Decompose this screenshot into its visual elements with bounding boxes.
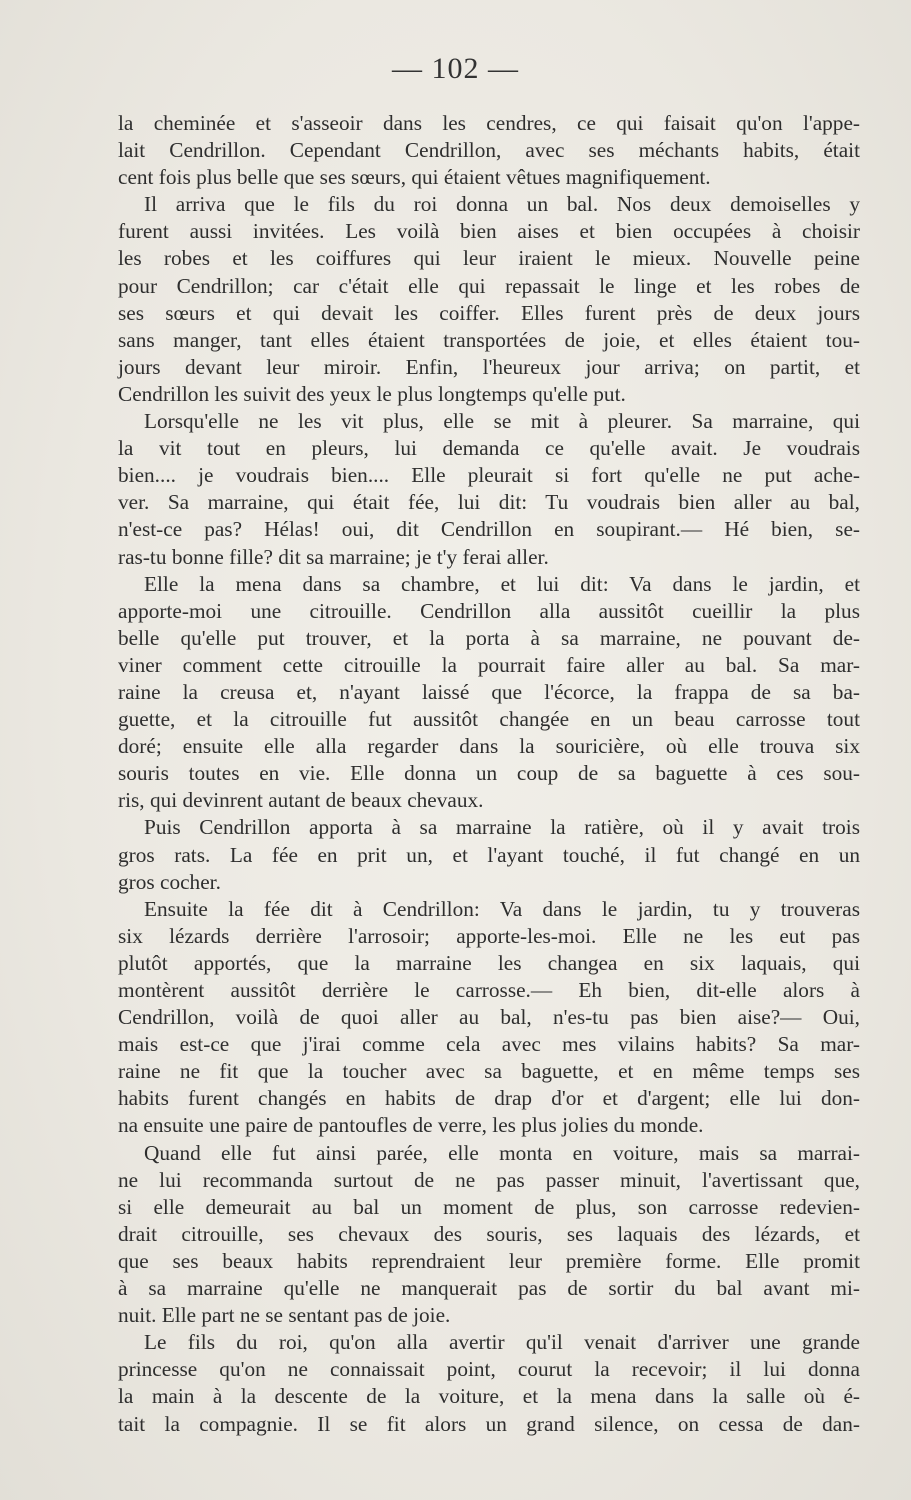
text-line: bien.... je voudrais bien.... Elle pleurait si fort qu'elle ne put ache- <box>118 463 860 488</box>
text-line: à sa marraine qu'elle ne manquerait pas de sortir du bal avant mi- <box>118 1276 860 1301</box>
text-line: raine la creusa et, n'ayant laissé que l'écorce, la frappa de sa ba- <box>118 679 860 704</box>
text-line: Le fils du roi, qu'on alla avertir qu'il venait d'arriver une grande <box>144 1330 860 1355</box>
text-line: raine ne fit que la toucher avec sa baguette, et en même temps ses <box>118 1059 860 1084</box>
text-line: habits furent changés en habits de drap d'or et d'argent; elle lui don- <box>118 1086 860 1111</box>
text-line: montèrent aussitôt derrière le carrosse.— Eh bien, dit-elle alors à <box>118 978 860 1002</box>
text-line: furent aussi invitées. Les voilà bien aises et bien occupées à choisir <box>118 219 860 244</box>
text-line: princesse qu'on ne connaissait point, courut la recevoir; il lui donna <box>118 1357 860 1382</box>
text-line: n'est-ce pas? Hélas! oui, dit Cendrillon en soupirant.— Hé bien, se- <box>118 517 860 542</box>
text-line: apporte-moi une citrouille. Cendrillon alla aussitôt cueillir la plus <box>118 598 860 623</box>
text-line: drait citrouille, ses chevaux des souris, ses laquais des lézards, et <box>118 1221 860 1246</box>
text-line: Elle la mena dans sa chambre, et lui dit: Va dans le jardin, et <box>144 571 860 596</box>
text-line: gros cocher. <box>118 869 221 894</box>
text-line: la vit tout en pleurs, lui demanda ce qu'elle avait. Je voudrais <box>118 436 860 461</box>
text-line: ne lui recommanda surtout de ne pas passer minuit, l'avertissant que, <box>118 1167 860 1192</box>
text-line: plutôt apportés, que la marraine les changea en six laquais, qui <box>118 950 860 975</box>
page-number: — 102 — <box>392 52 519 85</box>
text-line: mais est-ce que j'irai comme cela avec mes vilains habits? Sa mar- <box>118 1032 860 1057</box>
text-line: jours devant leur miroir. Enfin, l'heureux jour arriva; on partit, et <box>118 354 860 379</box>
text-line: viner comment cette citrouille la pourrait faire aller au bal. Sa mar- <box>118 652 860 677</box>
text-line: ras-tu bonne fille? dit sa marraine; je t'y ferai aller. <box>118 544 549 569</box>
text-line: Quand elle fut ainsi parée, elle monta en voiture, mais sa marrai- <box>144 1140 860 1165</box>
text-line: Ensuite la fée dit à Cendrillon: Va dans le jardin, tu y trouveras <box>144 896 860 921</box>
text-line: lait Cendrillon. Cependant Cendrillon, avec ses méchants habits, était <box>118 138 860 163</box>
text-line: la main à la descente de la voiture, et la mena dans la salle où é- <box>118 1384 860 1409</box>
text-line: ris, qui devinrent autant de beaux chevaux. <box>118 788 484 813</box>
text-line: doré; ensuite elle alla regarder dans la souricière, où elle trouva six <box>118 734 860 759</box>
text-line: Il arriva que le fils du roi donna un bal. Nos deux demoiselles y <box>144 192 860 217</box>
text-line: les robes et les coiffures qui leur iraient le mieux. Nouvelle peine <box>118 246 860 271</box>
text-line: tait la compagnie. Il se fit alors un grand silence, on cessa de dan- <box>118 1411 860 1436</box>
text-line: souris toutes en vie. Elle donna un coup de sa baguette à ces sou- <box>118 761 860 786</box>
text-line: Cendrillon, voilà de quoi aller au bal, n'es-tu pas bien aise?— Oui, <box>118 1005 860 1030</box>
text-line: Lorsqu'elle ne les vit plus, elle se mit à pleurer. Sa marraine, qui <box>144 409 860 434</box>
text-line: Cendrillon les suivit des yeux le plus longtemps qu'elle put. <box>118 381 626 406</box>
text-line: ver. Sa marraine, qui était fée, lui dit: Tu voudrais bien aller au bal, <box>118 490 860 515</box>
text-line: six lézards derrière l'arrosoir; apporte-les-moi. Elle ne les eut pas <box>118 923 860 948</box>
text-line: guette, et la citrouille fut aussitôt changée en un beau carrosse tout <box>118 707 860 732</box>
text-line: ses sœurs et qui devait les coiffer. Elles furent près de deux jours <box>118 300 860 325</box>
text-line: si elle demeurait au bal un moment de plus, son carrosse redevien- <box>118 1194 860 1219</box>
text-line: Puis Cendrillon apporta à sa marraine la ratière, où il y avait trois <box>144 815 860 840</box>
text-line: que ses beaux habits reprendraient leur première forme. Elle promit <box>118 1248 860 1273</box>
text-line: na ensuite une paire de pantoufles de verre, les plus jolies du monde. <box>118 1113 704 1138</box>
text-line: cent fois plus belle que ses sœurs, qui étaient vêtues magnifiquement. <box>118 165 711 190</box>
text-line: gros rats. La fée en prit un, et l'ayant touché, il fut changé en un <box>118 842 860 867</box>
text-line: sans manger, tant elles étaient transportées de joie, et elles étaient tou- <box>118 327 860 352</box>
text-line: belle qu'elle put trouver, et la porta à sa marraine, ne pouvant de- <box>118 625 860 650</box>
text-line: pour Cendrillon; car c'était elle qui repassait le linge et les robes de <box>118 273 860 298</box>
body-text <box>118 110 860 1438</box>
text-line: nuit. Elle part ne se sentant pas de joie. <box>118 1303 451 1328</box>
text-line: la cheminée et s'asseoir dans les cendres, ce qui faisait qu'on l'appe- <box>118 111 860 135</box>
